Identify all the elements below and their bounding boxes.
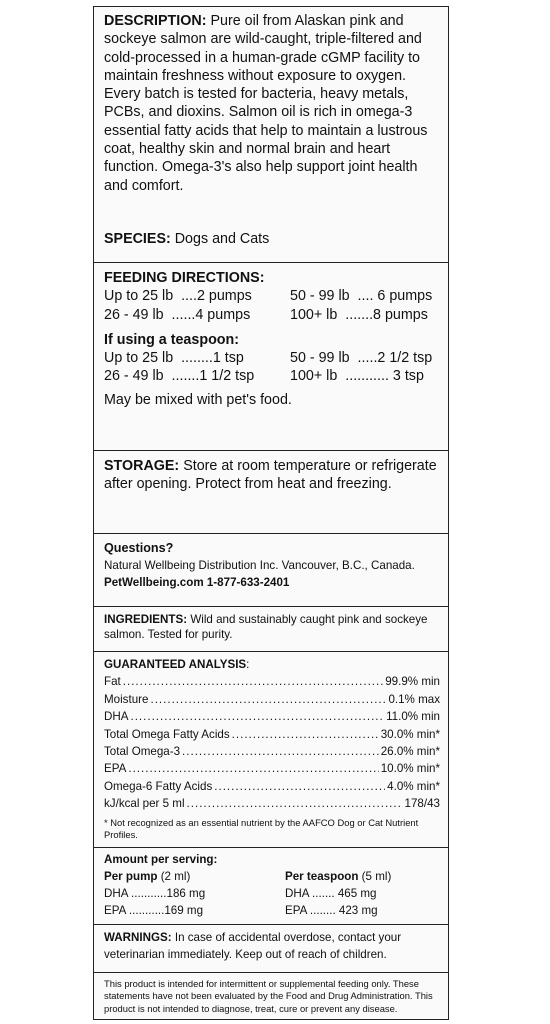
- analysis-row: [104, 743, 440, 760]
- analysis-nutrient: kJ/kcal per 5 ml: [104, 797, 185, 811]
- analysis-value: 0.1% max: [388, 692, 440, 706]
- feeding-cell: Up to 25 lb ....2 pumps: [104, 288, 252, 305]
- serving-cell: DHA ...........186 mg: [104, 887, 206, 900]
- analysis-value: 4.0% min*: [387, 779, 440, 793]
- dot-leader: [123, 673, 383, 690]
- storage-text: Store at room temperature or refrigerate after opening. Protect from heat and freezing.: [104, 458, 437, 493]
- species-section: [104, 230, 440, 248]
- analysis-value: 11.0% min: [386, 710, 440, 724]
- description-heading: DESCRIPTION:: [104, 13, 207, 29]
- description-text: Pure oil from Alaskan pink and sockeye salmon are wild-caught, triple-filtered and cold-processed in a human-grade cGMP facility to maintain freshness without exposure to oxygen. Every batch is tested for bacteria, heavy metals, PCBs, and dioxins. Salmon oil is rich in omega-3 essential fatty acids that help to maintain a lustrous coat, healthy skin and normal brain and heart function. Omega-3's also help support joint health and comfort.: [104, 13, 428, 194]
- analysis-row: [104, 795, 440, 812]
- serving-section: [104, 851, 440, 919]
- company-address: Natural Wellbeing Distribution Inc. Vancouver, B.C., Canada.: [104, 559, 415, 572]
- dot-leader: [150, 691, 386, 708]
- dot-leader: [187, 795, 403, 812]
- contact-line: PetWellbeing.com 1-877-633-2401: [104, 576, 290, 589]
- analysis-value: 99.9% min: [385, 675, 440, 689]
- product-label-panel: [93, 6, 449, 1020]
- per-pump-unit: (2 ml): [157, 870, 191, 883]
- analysis-value: 178/43: [404, 797, 440, 811]
- analysis-nutrient: EPA: [104, 762, 127, 776]
- warnings-text: In case of accidental overdose, contact your veterinarian immediately. Keep out of reach of children.: [104, 931, 402, 961]
- analysis-nutrient: Fat: [104, 675, 121, 689]
- teaspoon-cell: 50 - 99 lb .....2 1/2 tsp: [290, 350, 433, 367]
- analysis-colon: :: [246, 658, 250, 671]
- divider: [94, 533, 448, 534]
- analysis-nutrient: Total Omega-3: [104, 745, 181, 759]
- ingredients-section: [104, 612, 440, 642]
- divider: [94, 847, 448, 848]
- feeding-cell: 50 - 99 lb .... 6 pumps: [290, 288, 433, 305]
- divider: [94, 262, 448, 263]
- storage-section: [104, 457, 440, 494]
- analysis-row: [104, 726, 440, 743]
- analysis-footnote: * Not recognized as an essential nutrient by the AAFCO Dog or Cat Nutrient Profiles.: [104, 816, 419, 841]
- analysis-nutrient: Moisture: [104, 692, 149, 706]
- analysis-value: 30.0% min*: [380, 727, 440, 741]
- analysis-nutrient: DHA: [104, 710, 129, 724]
- divider: [94, 606, 448, 607]
- ingredients-heading: INGREDIENTS:: [104, 613, 188, 626]
- teaspoon-cell: Up to 25 lb ........1 tsp: [104, 350, 244, 367]
- description-section: [104, 12, 440, 195]
- teaspoon-heading: If using a teaspoon:: [104, 331, 240, 348]
- warnings-section: [104, 929, 440, 963]
- divider: [94, 450, 448, 451]
- teaspoon-cell: 26 - 49 lb .......1 1/2 tsp: [104, 368, 255, 385]
- feeding-cell: 100+ lb .......8 pumps: [290, 306, 428, 323]
- teaspoon-row: [104, 367, 440, 385]
- feeding-cell: 26 - 49 lb ......4 pumps: [104, 306, 251, 323]
- warnings-heading: WARNINGS:: [104, 931, 172, 944]
- analysis-nutrient: Omega-6 Fatty Acids: [104, 779, 213, 793]
- analysis-heading: GUARANTEED ANALYSIS: [104, 658, 247, 671]
- serving-row: [104, 885, 440, 902]
- species-text: Dogs and Cats: [174, 231, 270, 247]
- analysis-row: [104, 708, 440, 725]
- analysis-value: 10.0% min*: [380, 762, 440, 776]
- guaranteed-analysis-section: [104, 656, 440, 841]
- feeding-heading: FEEDING DIRECTIONS:: [104, 270, 265, 286]
- dot-leader: [232, 726, 379, 743]
- feeding-directions-section: [104, 269, 440, 409]
- analysis-row: [104, 673, 440, 690]
- per-teaspoon-unit: (5 ml): [358, 870, 392, 883]
- dot-leader: [214, 778, 385, 795]
- teaspoon-cell: 100+ lb ........... 3 tsp: [290, 368, 424, 385]
- serving-heading: Amount per serving:: [104, 853, 218, 866]
- dot-leader: [130, 708, 384, 725]
- feeding-row: [104, 306, 440, 324]
- fda-disclaimer: This product is intended for intermittent or supplemental feeding only. These statements have not been evaluated by the Food and Drug Administration. This product is not intended to diagnose, treat, cure or prevent any disease.: [104, 978, 433, 1014]
- per-teaspoon-heading: Per teaspoon: [285, 870, 359, 883]
- dot-leader: [128, 760, 378, 777]
- ingredients-text: Wild and sustainably caught pink and sockeye salmon. Tested for purity.: [104, 613, 428, 641]
- divider: [94, 924, 448, 925]
- feeding-note: May be mixed with pet's food.: [104, 391, 292, 408]
- teaspoon-row: [104, 349, 440, 367]
- serving-row: [104, 902, 440, 919]
- dot-leader: [182, 743, 379, 760]
- analysis-row: [104, 691, 440, 708]
- per-pump-heading: Per pump: [104, 870, 158, 883]
- serving-cell: EPA ........ 423 mg: [285, 904, 378, 917]
- analysis-nutrient: Total Omega Fatty Acids: [104, 727, 230, 741]
- analysis-table: [104, 673, 440, 812]
- questions-section: [104, 540, 440, 591]
- analysis-value: 26.0% min*: [380, 745, 440, 759]
- feeding-row: [104, 287, 440, 305]
- serving-cell: EPA ...........169 mg: [104, 904, 204, 917]
- storage-heading: STORAGE:: [104, 458, 180, 474]
- questions-heading: Questions?: [104, 541, 174, 555]
- species-heading: SPECIES:: [104, 231, 171, 247]
- divider: [94, 972, 448, 973]
- analysis-row: [104, 778, 440, 795]
- serving-cell: DHA ....... 465 mg: [285, 887, 377, 900]
- analysis-row: [104, 760, 440, 777]
- serving-header-row: [104, 868, 440, 885]
- divider: [94, 651, 448, 652]
